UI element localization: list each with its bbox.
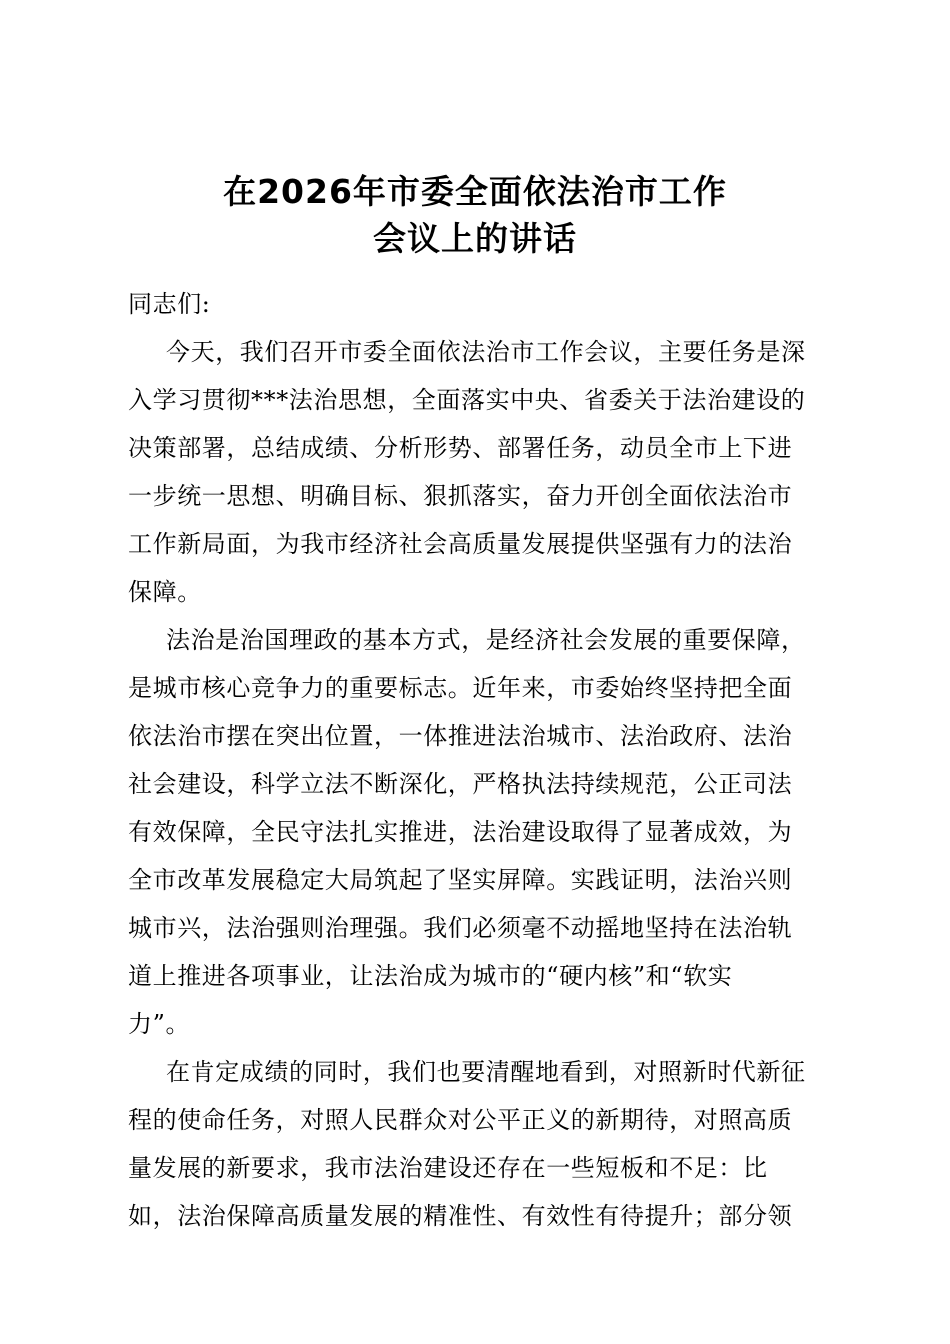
- paragraph-2-line-7: 城市兴，法治强则治理强。我们必须毫不动摇地坚持在法治轨: [128, 914, 793, 942]
- paragraph-1-line-6: 保障。: [128, 578, 202, 606]
- paragraph-1-line-4: 一步统一思想、明确目标、狠抓落实，奋力开创全面依法治市: [128, 482, 793, 510]
- paragraph-2-line-4: 社会建设，科学立法不断深化，严格执法持续规范，公正司法: [128, 770, 793, 798]
- paragraph-2-line-3: 依法治市摆在突出位置，一体推进法治城市、法治政府、法治: [128, 722, 793, 750]
- document-body: [128, 280, 828, 1240]
- paragraph-1-line-1: 今天，我们召开市委全面依法治市工作会议，主要任务是深: [166, 338, 806, 366]
- paragraph-1-line-3: 决策部署，总结成绩、分析形势、部署任务，动员全市上下进: [128, 434, 793, 462]
- paragraph-3-line-1: 在肯定成绩的同时，我们也要清醒地看到，对照新时代新征: [166, 1058, 806, 1086]
- paragraph-1-line-5: 工作新局面，为我市经济社会高质量发展提供坚强有力的法治: [128, 530, 793, 558]
- paragraph-2-line-9: 力”。: [128, 1010, 191, 1038]
- paragraph-2-line-2: 是城市核心竞争力的重要标志。近年来，市委始终坚持把全面: [128, 674, 793, 702]
- paragraph-2-line-6: 全市改革发展稳定大局筑起了坚实屏障。实践证明，法治兴则: [128, 866, 793, 894]
- document-title-line-1: 在2026年市委全面依法治市工作: [223, 172, 727, 211]
- paragraph-2-line-5: 有效保障，全民守法扎实推进，法治建设取得了显著成效，为: [128, 818, 793, 846]
- paragraph-3-line-2: 程的使命任务，对照人民群众对公平正义的新期待，对照高质: [128, 1106, 793, 1134]
- paragraph-3-line-4: 如，法治保障高质量发展的精准性、有效性有待提升；部分领: [128, 1202, 793, 1230]
- paragraph-2-line-1: 法治是治国理政的基本方式，是经济社会发展的重要保障，: [166, 626, 806, 654]
- paragraph-3-line-3: 量发展的新要求，我市法治建设还存在一些短板和不足：比: [128, 1154, 768, 1182]
- document-title-line-2: 会议上的讲话: [373, 219, 577, 258]
- paragraph-1-line-2: 入学习贯彻***法治思想，全面落实中央、省委关于法治建设的: [128, 386, 806, 414]
- paragraph-2-line-8: 道上推进各项事业，让法治成为城市的“硬内核”和“软实: [128, 962, 733, 990]
- salutation: 同志们:: [128, 290, 211, 318]
